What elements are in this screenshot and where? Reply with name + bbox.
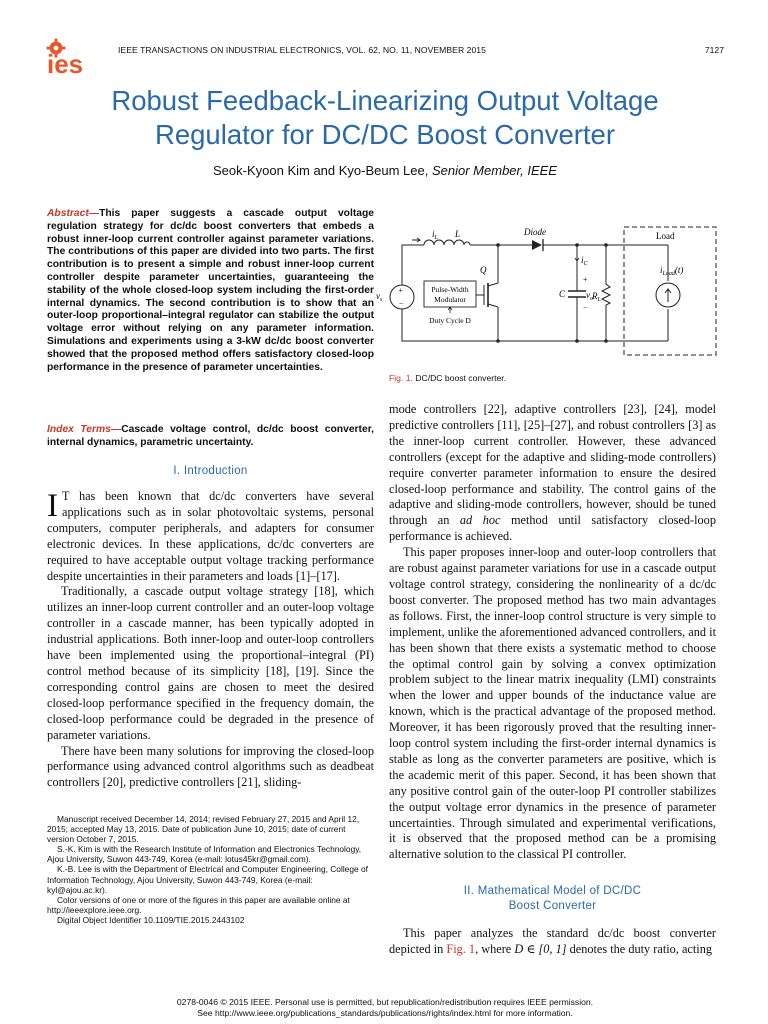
- title-line-1: Robust Feedback-Linearizing Output Voltage: [111, 85, 659, 116]
- label-vs: $v_s$: [376, 291, 383, 303]
- output-plus-sign: +: [583, 275, 588, 284]
- authors: [40, 163, 730, 178]
- label-duty-cycle: Duty Cycle D: [429, 316, 471, 325]
- footnote-doi: Digital Object Identifier 10.1109/TIE.2015.2443102: [57, 914, 245, 925]
- right-column-body: [389, 402, 716, 863]
- footnote-author-2: K.-B. Lee is with the Department of Electrical and Computer Engineering, College of Information Technology, Ajou University, Suwon 443-749, Korea (e-mail: kyl@ajou.ac.kr).: [47, 864, 368, 895]
- paper-title: [40, 84, 730, 152]
- logo-lettering: ies: [47, 49, 84, 76]
- ad-hoc-term: ad hoc: [459, 513, 501, 528]
- copyright-line-2: See http://www.ieee.org/publications_standards/publications/rights/index.html for more information.: [197, 1008, 573, 1018]
- footnote-received: Manuscript received December 14, 2014; revised February 27, 2015 and April 12, 2015; accepted May 13, 2015. Date of publication June 10, 2015; date of current version October 7, 2015.: [47, 814, 360, 845]
- section-heading-model-line-1: II. Mathematical Model of DC/DC: [463, 885, 642, 897]
- capacitor-current-arrow: [575, 253, 579, 261]
- abstract: [47, 208, 374, 374]
- copyright-line-1: 0278-0046 © 2015 IEEE. Personal use is permitted, but republication/redistribution requires IEEE permission.: [176, 997, 594, 1007]
- source-minus-sign: −: [399, 299, 404, 308]
- inductor-symbol: [424, 240, 470, 245]
- section-model-text-mid: , where: [475, 941, 512, 956]
- title-line-2: Regulator for DC/DC Boost Converter: [154, 119, 616, 150]
- index-terms-label: Index Terms—: [47, 424, 122, 435]
- label-iL: $i_L$: [432, 229, 438, 241]
- pwm-label-line-2: Modulator: [434, 295, 466, 304]
- duty-ratio-math: D ∈ [0, 1]: [514, 941, 567, 956]
- section-heading-model: [389, 884, 716, 914]
- author-membership: Senior Member, IEEE: [431, 163, 557, 178]
- footnote: [47, 814, 374, 925]
- fig-1-reference-link[interactable]: Fig. 1: [446, 941, 476, 956]
- index-terms: [47, 424, 374, 450]
- index-terms-text: Cascade voltage control, dc/dc boost converter, internal dynamics, parametric uncertainty.: [47, 424, 375, 448]
- source-plus-sign: +: [398, 286, 404, 295]
- label-iLoad: $i_{Load}(t)$: [660, 265, 684, 277]
- label-diode: Diode: [524, 227, 546, 237]
- load-resistor-symbol: [602, 281, 610, 307]
- label-L: L: [455, 229, 461, 239]
- output-minus-sign: −: [583, 303, 588, 312]
- label-load: Load: [656, 231, 675, 241]
- right-paragraph-1-end: method until satisfactory closed-loop performance is achieved.: [389, 513, 716, 544]
- section-model-paragraph: [389, 926, 716, 958]
- author-names: Seok-Kyoon Kim and Kyo-Beum Lee,: [213, 163, 429, 178]
- intro-paragraph-1-text: T has been known that dc/dc converters have several applications such as in solar photovoltaic systems, personal computers, computer peripherals, and adapters for consumer electronic devices. In these applications, dc/dc converters are required to have acceptable output voltage tracking performance despite uncertainties in their parameters and loads [1]–[17].: [47, 489, 374, 583]
- duty-cycle-arrow: [448, 307, 452, 313]
- mosfet-symbol: [476, 283, 498, 307]
- journal-header: IEEE TRANSACTIONS ON INDUSTRIAL ELECTRONICS, VOL. 62, NO. 11, NOVEMBER 2015: [118, 45, 486, 55]
- capacitor-symbol: [568, 291, 586, 297]
- section-model-text-end: denotes the duty ratio, acting: [569, 941, 712, 956]
- footnote-author-1: S.-K. Kim is with the Research Institute of Information and Electronics Technology, Ajou University, Suwon 443-749, Korea (e-mail: lotus45kr@gmail.com).: [47, 844, 362, 865]
- copyright-notice: [40, 997, 730, 1019]
- inductor-current-arrow: [412, 238, 420, 242]
- label-Q: Q: [480, 265, 487, 275]
- figure-caption: [389, 373, 716, 383]
- label-iC: $i_C$: [581, 255, 588, 267]
- figure-caption-label: Fig. 1.: [389, 373, 413, 383]
- page-number: 7127: [704, 45, 724, 55]
- diode-symbol: [532, 239, 547, 251]
- section-heading-model-line-2: Boost Converter: [508, 900, 597, 912]
- drop-cap: I: [47, 488, 58, 524]
- intro-paragraph-3: There have been many solutions for improving the closed-loop performance using advanced control algorithms such as deadbeat controllers [20], predictive controllers [21], sliding-: [47, 743, 374, 790]
- label-C: C: [559, 289, 566, 299]
- label-RL: $R_L$: [592, 291, 601, 303]
- section-heading-introduction: I. Introduction: [173, 465, 248, 477]
- intro-paragraph-2: Traditionally, a cascade output voltage strategy [18], which utilizes an inner-loop current controller and an outer-loop voltage controller in a cascade manner, has been typically adopted in industrial applications. Both inner-loop and outer-loop controllers have been implemented using the proportional–integral (PI) control method because of its simplicity [18], [19]. Since the corresponding control gains are chosen to meet the desired closed-loop performance specified in the frequency domain, the closed-loop performance could be degraded in the presence of parameter variations.: [47, 584, 374, 742]
- boost-converter-circuit: [372, 213, 722, 363]
- label-vo: $v_o$: [586, 290, 593, 302]
- pwm-label-line-1: Pulse-Width: [431, 285, 469, 294]
- footnote-color: Color versions of one or more of the figures in this paper are available online at http://ieeexplore.ieee.org.: [47, 894, 350, 915]
- abstract-label: Abstract—: [47, 208, 100, 219]
- section-model-body: [389, 926, 716, 958]
- section-model-text-start: This paper analyzes the standard dc/dc boost converter depicted in: [389, 926, 716, 956]
- right-paragraph-1-text: mode controllers [22], adaptive controllers [23], [24], model predictive controllers [11], [25]–[27], and robust controllers [3] as the inner-loop current controller. However, these advanced controllers (except for the adaptive and sliding-mode controllers) require converter parameter information to ensure the desired closed-loop performance and stability. The control gains of the adaptive and sliding-mode controllers, however, should be tuned through an: [389, 402, 716, 528]
- introduction-body: [47, 489, 374, 791]
- intro-paragraph-1: [47, 489, 374, 584]
- right-paragraph-2: This paper proposes inner-loop and outer-loop controllers that are robust against parameter variations for use in a cascade output voltage control strategy, considering the nonlinearity of a dc/dc boost converter. The proposed method has two main advantages as follows. First, the inner-loop control structure is very simple to implement, unlike the aforementioned advanced controllers, and it has been shown that there exists a systematic method to choose the optimal control gain by solving a convex optimization problem subject to the linear matrix inequality (LMI) constraints when the lower and upper bounds of the inductance value are known, which is the practical advantage of the proposed method. Moreover, it has been rigorously proved that the resulting inner-loop control system including the first-order internal dynamics is stable as long as the converter parameters are positive, which is the academic merit of this paper. Second, it has been shown that any positive control gain of the outer-loop PI controller stabilizes the output voltage error dynamics in the presence of parameter uncertainties. Through simulated and experimental verifications, it is observed that the proposed method can be a promising alternative solution to the classical PI controller.: [389, 545, 716, 862]
- abstract-text: This paper suggests a cascade output voltage regulation strategy for dc/dc boost converters that embeds a robust inner-loop current controller against parameter variations. The contributions of this paper are divided into two parts. The first contribution is to present a simple and robust inner-loop current controller despite parameter uncertainties, guaranteeing the stability of the whole closed-loop system including the first-order internal dynamics. The second contribution is to show that an outer-loop proportional–integral regulator can stabilize the output voltage error without relying on any parameter information. Simulations and experiments using a 3-kW dc/dc boost converter showed that the proposed method offers satisfactory closed-loop performance in the presence of parameter uncertainties.: [47, 208, 374, 373]
- right-paragraph-1: [389, 402, 716, 545]
- figure-caption-text: DC/DC boost converter.: [415, 373, 507, 383]
- ies-logo: [42, 38, 112, 76]
